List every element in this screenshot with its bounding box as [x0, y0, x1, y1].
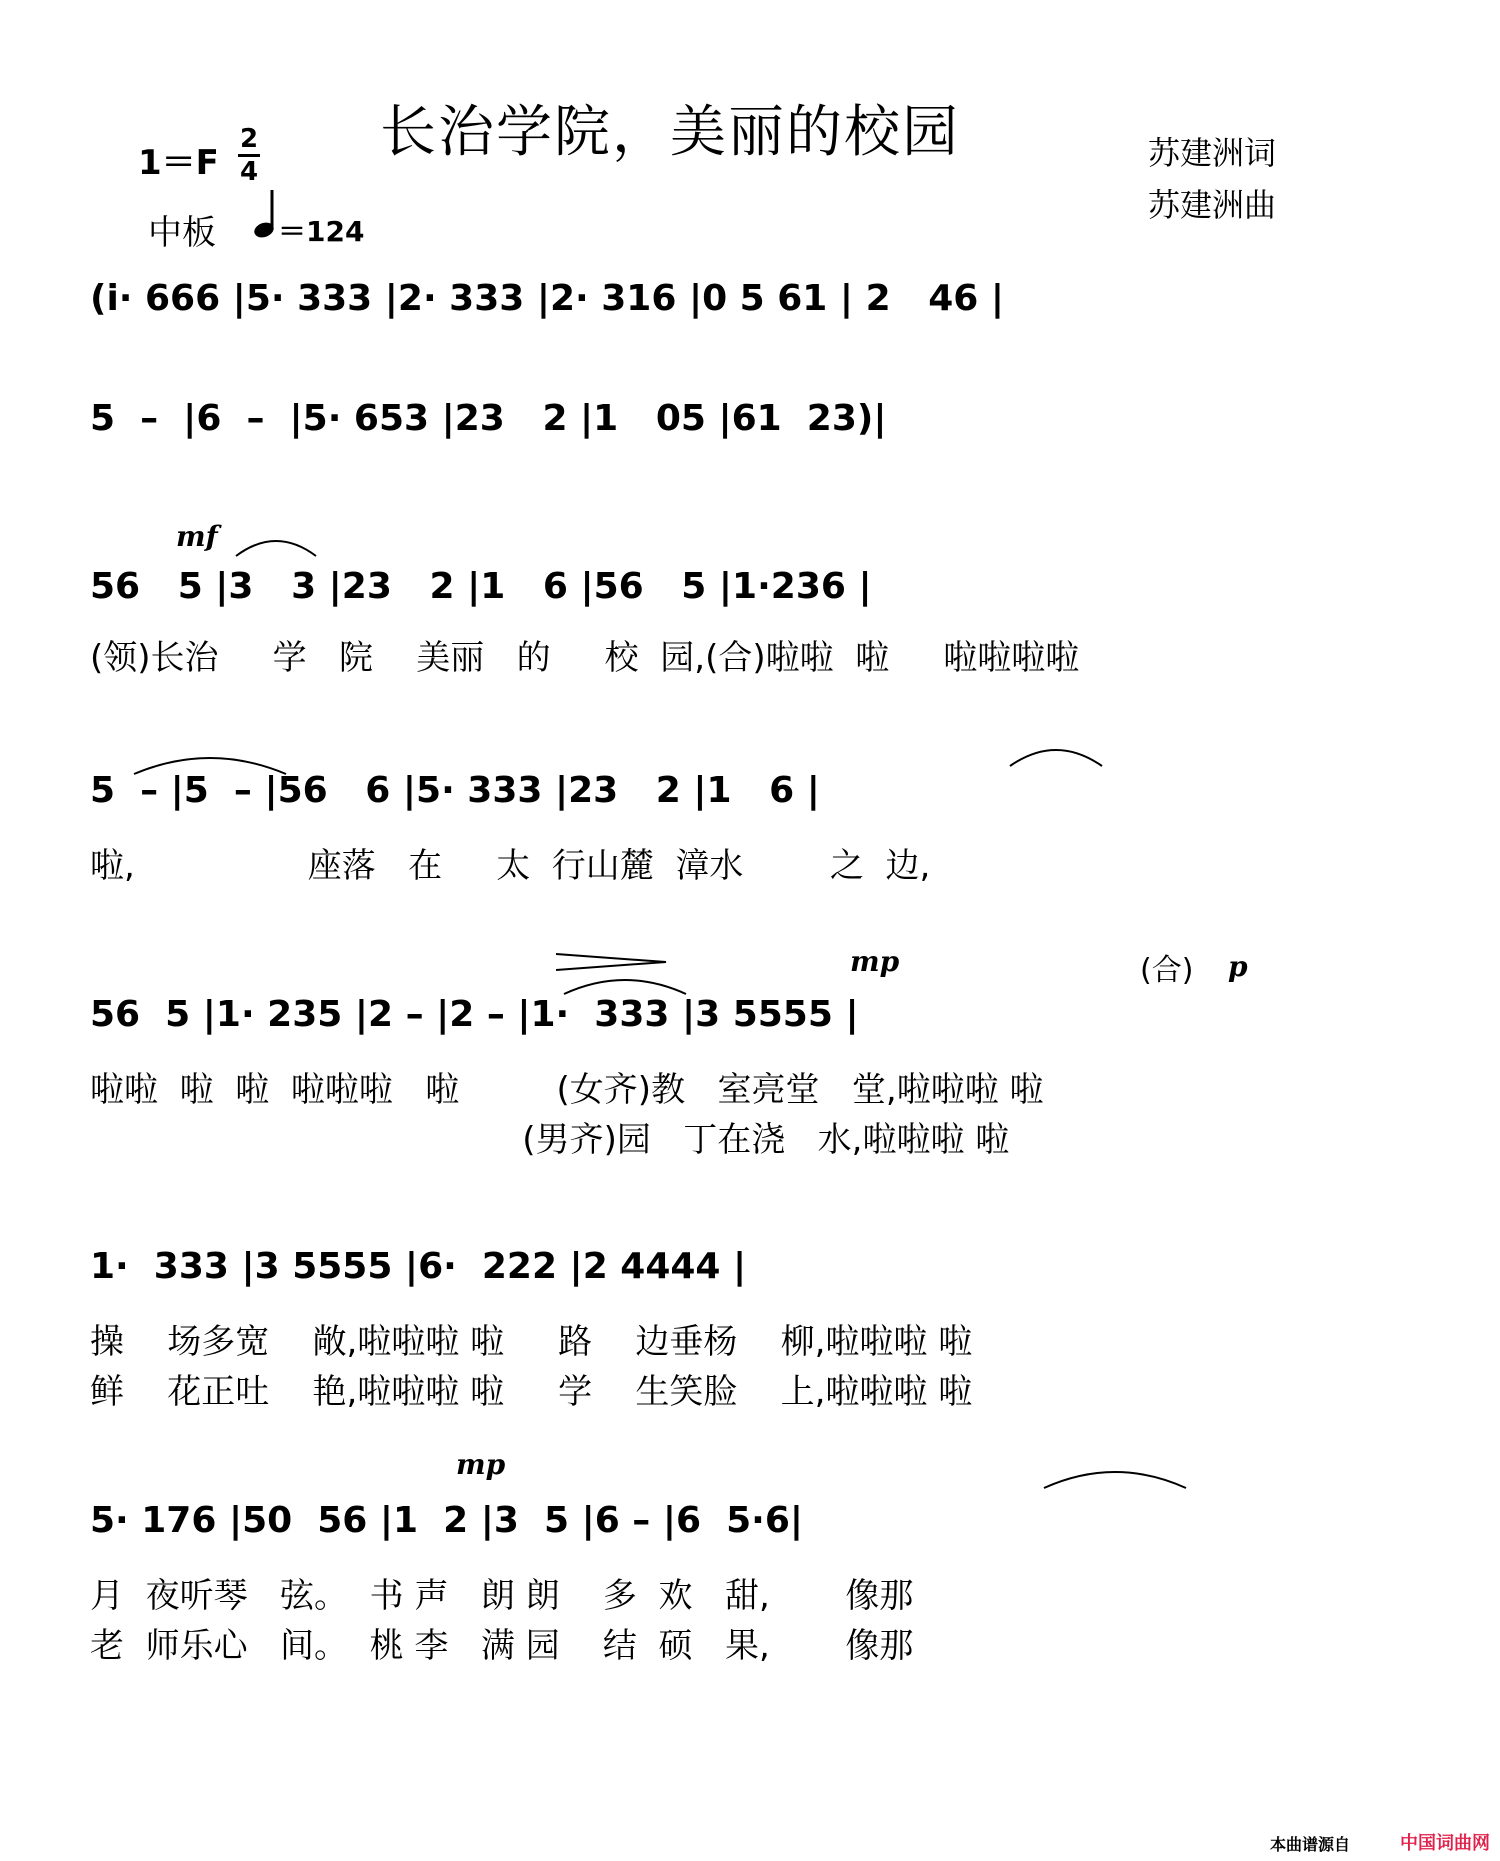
lyricist-credit: 苏建洲词 [1148, 134, 1277, 172]
dynamic-mp: mp [850, 945, 900, 978]
score-row-3: 56 5 |3 3 |23 2 |1 6 |56 5 |1·236 | [90, 566, 872, 607]
lyric-row-3: (领)长治 学 院 美丽 的 校 园,(合)啦啦 啦 啦啦啦啦 [90, 638, 1080, 678]
time-signature [238, 126, 260, 185]
score-row-2: 5 – |6 – |5· 653 |23 2 |1 05 |61 23)| [90, 398, 887, 439]
tempo-marking: 中板 [148, 213, 216, 253]
quarter-note-icon [250, 188, 278, 240]
dynamic-mp-2: mp [456, 1448, 506, 1481]
site-name: 中国词曲网 [1400, 1833, 1490, 1854]
lyric-row-6: 操 场多宽 敞,啦啦啦 啦 路 边垂杨 柳,啦啦啦 啦 [90, 1322, 973, 1362]
chorus-marking: (合) [1140, 953, 1194, 988]
lyric-row-5b: (男齐)园 丁在浇 水,啦啦啦 啦 [90, 1120, 1010, 1160]
tie-icon-3 [1040, 1462, 1190, 1492]
score-row-1: (i· 666 |5· 333 |2· 333 |2· 316 |0 5 61 | 2 46 | [90, 278, 1004, 319]
song-title: 长治学院，美丽的校园 [380, 100, 960, 165]
lyric-row-6b: 鲜 花正吐 艳,啦啦啦 啦 学 生笑脸 上,啦啦啦 啦 [90, 1372, 973, 1412]
key-signature: 1＝F [138, 143, 219, 183]
time-signature-top: 2 [239, 124, 259, 154]
composer-credit: 苏建洲曲 [1148, 186, 1277, 224]
lyric-row-7b: 老 师乐心 间。 桃 李 满 园 结 硕 果, 像那 [90, 1626, 914, 1666]
score-row-7: 5· 176 |50 56 |1 2 |3 5 |6 – |6 5·6| [90, 1500, 804, 1541]
slur-icon-2 [1006, 740, 1106, 770]
lyric-row-4: 啦, 座落 在 太 行山麓 漳水 之 边, [90, 846, 931, 886]
time-signature-bottom: 4 [239, 157, 259, 187]
score-row-4: 5 – |5 – |56 6 |5· 333 |23 2 |1 6 | [90, 770, 820, 811]
lyric-row-7: 月 夜听琴 弦。 书 声 朗 朗 多 欢 甜, 像那 [90, 1576, 914, 1616]
dynamic-mf: mf [176, 520, 218, 553]
source-label: 本曲谱源自 [1269, 1835, 1350, 1854]
metronome-value: ＝124 [278, 215, 365, 248]
slur-icon [232, 530, 322, 560]
lyric-row-5: 啦啦 啦 啦 啦啦啦 啦 (女齐)教 室亮堂 堂,啦啦啦 啦 [90, 1070, 1044, 1110]
dynamic-p: p [1228, 950, 1248, 983]
score-row-5: 56 5 |1· 235 |2 – |2 – |1· 333 |3 5555 | [90, 994, 859, 1035]
score-row-6: 1· 333 |3 5555 |6· 222 |2 4444 | [90, 1246, 747, 1287]
